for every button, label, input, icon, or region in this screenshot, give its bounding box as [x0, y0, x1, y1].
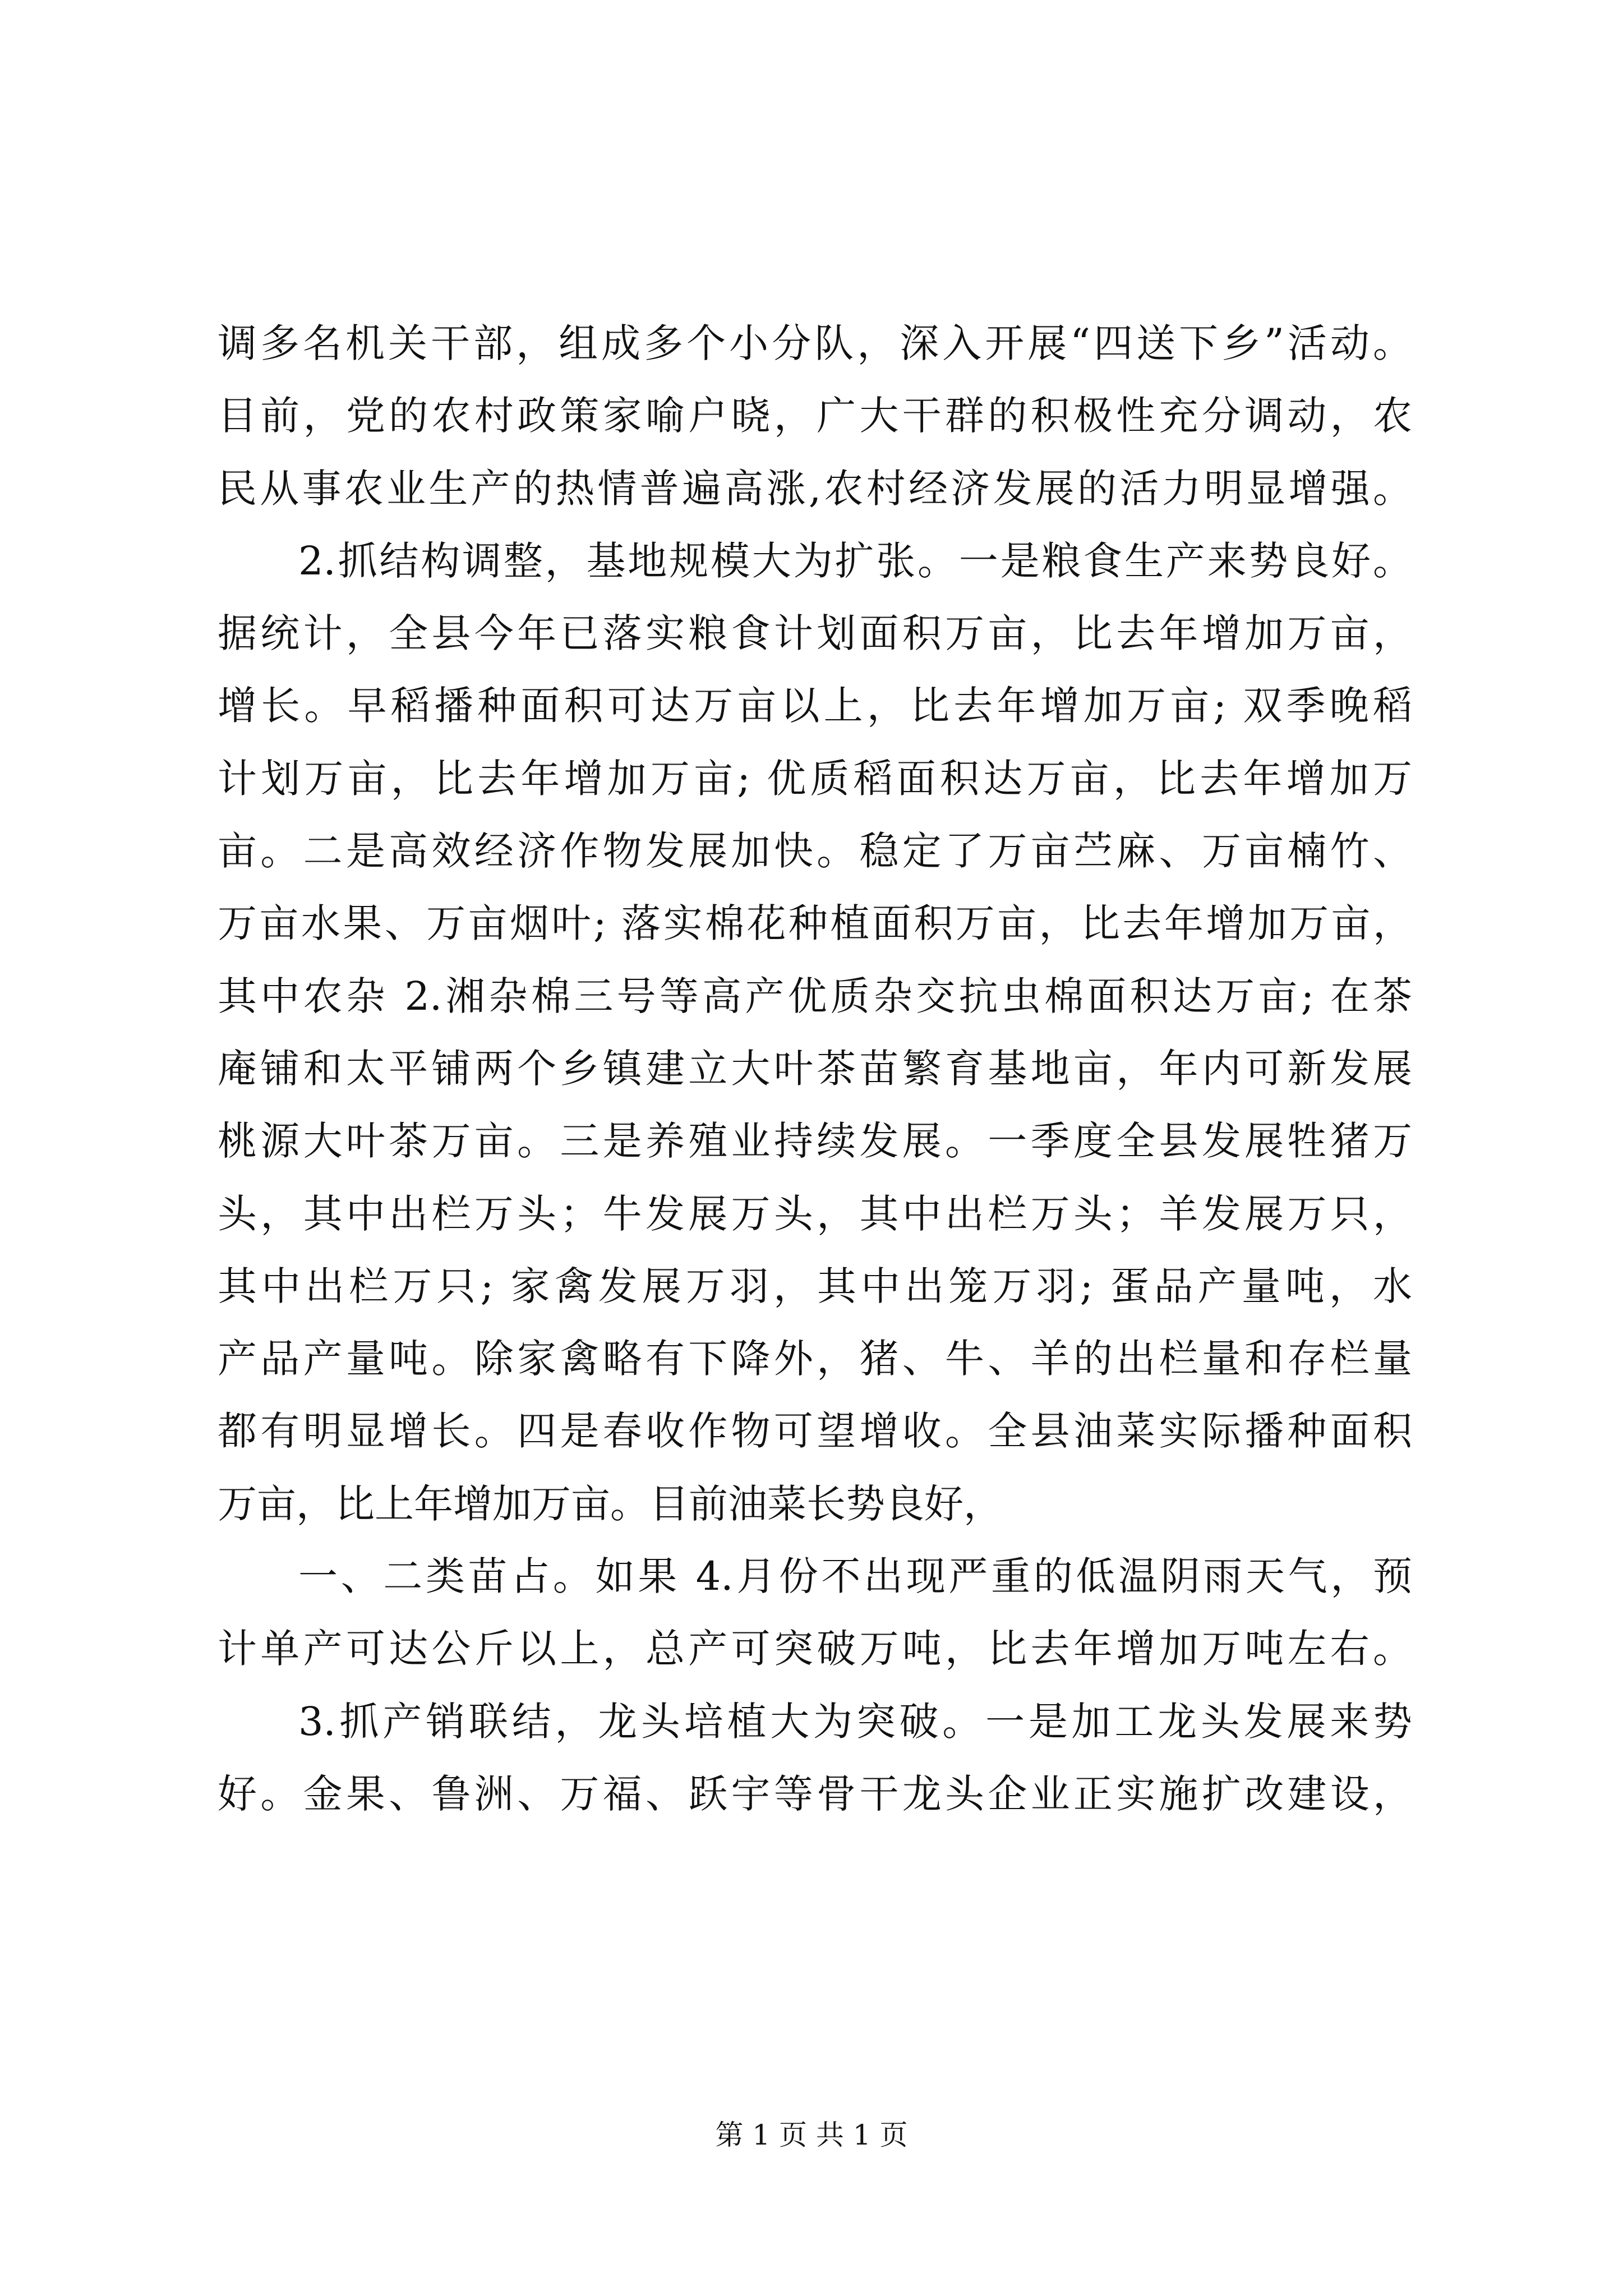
- text-line: 万亩水果、万亩烟叶; 落实棉花种植面积万亩，比去年增加万亩，: [218, 900, 1412, 947]
- text-line: 调多名机关干部，组成多个小分队，深入开展“四送下乡”活动。: [218, 320, 1412, 366]
- text-line: 一、二类苗占。如果 4.月份不出现严重的低温阴雨天气，预: [298, 1553, 1412, 1600]
- text-line: 庵铺和太平铺两个乡镇建立大叶茶苗繁育基地亩，年内可新发展: [218, 1045, 1412, 1092]
- text-line: 3.抓产销联结，龙头培植大为突破。一是加工龙头发展来势: [298, 1698, 1412, 1745]
- text-line: 头，其中出栏万头；牛发展万头，其中出栏万头；羊发展万只，: [218, 1190, 1412, 1237]
- text-line: 桃源大叶茶万亩。三是养殖业持续发展。一季度全县发展牲猪万: [218, 1118, 1412, 1165]
- text-line: 2.抓结构调整，基地规模大为扩张。一是粮食生产来势良好。: [298, 537, 1412, 584]
- page-footer: 第 1 页 共 1 页: [715, 2119, 908, 2151]
- text-line: 计单产可达公斤以上，总产可突破万吨，比去年增加万吨左右。: [218, 1626, 1412, 1672]
- text-line: 计划万亩，比去年增加万亩; 优质稻面积达万亩，比去年增加万: [218, 755, 1412, 802]
- text-line: 目前，党的农村政策家喻户晓，广大干群的积极性充分调动，农: [218, 393, 1412, 439]
- text-line: 民从事农业生产的热情普遍高涨,农村经济发展的活力明显增强。: [218, 465, 1412, 512]
- text-line: 其中农杂 2.湘杂棉三号等高产优质杂交抗虫棉面积达万亩; 在茶: [218, 973, 1412, 1019]
- text-line: 增长。早稻播种面积可达万亩以上，比去年增加万亩; 双季晚稻: [218, 683, 1412, 729]
- body-text: [218, 307, 1412, 1830]
- text-line: 都有明显增长。四是春收作物可望增收。全县油菜实际播种面积: [218, 1408, 1412, 1455]
- text-line: 其中出栏万只; 家禽发展万羽，其中出笼万羽; 蛋品产量吨，水: [218, 1263, 1412, 1309]
- text-line: 亩。二是高效经济作物发展加快。稳定了万亩苎麻、万亩楠竹、: [218, 828, 1412, 875]
- text-line: 据统计，全县今年已落实粮食计划面积万亩，比去年增加万亩，: [218, 610, 1412, 657]
- text-line: 好。金果、鲁洲、万福、跃宇等骨干龙头企业正实施扩改建设，: [218, 1770, 1412, 1817]
- text-line: 万亩，比上年增加万亩。目前油菜长势良好，: [218, 1480, 1003, 1527]
- text-line: 产品产量吨。除家禽略有下降外，猪、牛、羊的出栏量和存栏量: [218, 1336, 1412, 1382]
